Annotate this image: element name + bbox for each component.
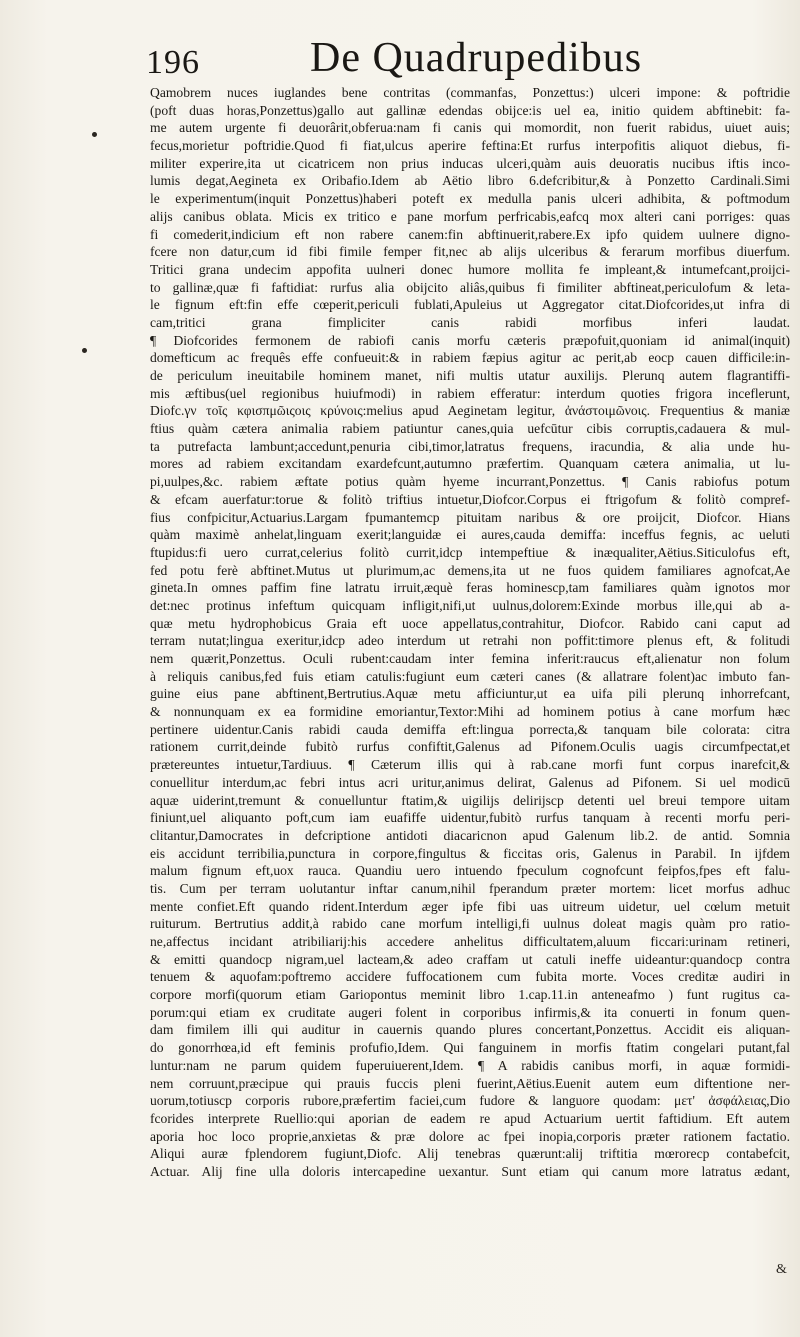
text-line: gineta.In omnes paffim fine latratu irruit,æquè feras hominescp,tam familiares quàm ignotos mor (150, 580, 790, 596)
text-line: to gallinæ,quæ fi faftidiat: rurfus alia obijcito aliâs,quibus fi fimiliter abftineat,periculofum & leta- (150, 279, 790, 295)
text-line: conuellitur interdum,ac febri intus acri uritur,animus delirat, Galenus ad Pifonem. Si uel modicū (150, 774, 790, 790)
text-line: ruiturum. Bertrutius addit,à rabido cane morfum intelligi,fi uulnus doleat magis quàm pro ratio- (150, 916, 790, 932)
catchword: & (776, 1262, 787, 1277)
text-line: & nonnunquam ex ea formidine emoriantur,Textor:Mihi ad hominem potius à cane morfum hæc (150, 704, 790, 720)
text-line: tis. Cum per terram uolutantur inftar canum,nihil fperandum præter mortem: licet morfus adhuc (150, 880, 790, 896)
text-line: Qamobrem nuces iuglandes bene contritas (commanfas, Ponzettus:) ulceri impone: & poftridie (150, 85, 790, 100)
margin-bullet (92, 132, 97, 137)
body-text (150, 84, 790, 1181)
text-line: me autem urgente fi deuorârit,obferua:nam fi canis qui momordit, non fuerit rabidus, uiuet auis; (150, 120, 790, 136)
text-line: fcorides interprete Ruellio:qui aporian de eadem re apud Actuarium uertit faftidium. Eft autem (150, 1110, 790, 1126)
text-line: Actuar. Alij fine ulla doloris intercapedine uexantur. Sunt etiam qui canum more latratus ædant, (150, 1163, 790, 1179)
text-line: rationem currit,deinde fubitò rurfus confiftit,Galenus ad Pifonem.Oculis uagis circumfpectat,et (150, 739, 790, 755)
text-line: & efcam auerfatur:torue & folitò triftius intuetur,Diofcor.Corpus ei ftrigofum & folitò compref- (150, 491, 790, 507)
text-line: domefticum ac frequês effe confueuit:& in rabiem fæpius agitur ac perit,ab eocp cauen difficile:in- (150, 350, 790, 366)
text-line: aporia hoc loco proprie,anxietas & præ dolore ac fpei inopia,corporis præter rationem factatio. (150, 1128, 790, 1144)
text-line: militer experire,ita ut cicatricem non prius inducas ulceri,quàm auis deuoratis nucibus iftis inco- (150, 155, 790, 171)
text-line: tenuem & aquofam:poftremo accidere fuffocationem cum fubita morte. Voces creditæ audiri in (150, 969, 790, 985)
text-line: pi,uulpes,&c. rabiem æftate potius quàm hyeme incurrant,Ponzettus. ¶ Canis rabiofus potum (150, 474, 790, 490)
text-line: corpore morfi(quorum etiam Gariopontus meminit libro 1.cap.11.in anteneafmo ) funt rugitus ca- (150, 987, 790, 1003)
text-line: fcere non datur,cum id fibi fimile femper fit,nec ab alijs ulceribus & ferarum morfibus diuerfum. (150, 244, 790, 260)
text-line: ftupidus:fi uero currat,celerius folitò currit,idcp intempeftiue & inæqualiter,Aëtius.Siticulofus eft, (150, 544, 790, 560)
text-line: mis æftibus(uel regionibus huiufmodi) in rabiem efferatur: interdum quoties frigora inceflerunt, (150, 385, 790, 401)
text-line: luntur:nam ne parum quidem fuperuiuerent,Idem. ¶ A rabidis canibus morfi, in aquæ formidi- (150, 1057, 790, 1073)
text-line: det:nec protinus infeftum quicquam infligit,nifi,ut uulnus,dolorem:Exinde morbus ille,qui ab a- (150, 597, 790, 613)
text-line: clitantur,Damocrates in defcriptione antidoti diacaricnon apud Galenum lib.2. de antid. Somnia (150, 827, 790, 843)
text-line: de periculum ineuitabile hominem manet, nifi multis utatur auxilijs. Plerunq autem flagrantiffi- (150, 368, 790, 383)
text-line: mores ad rabiem excitandam exardefcunt,autumno præfertim. Quanquam cætera animalia, ut lu- (150, 456, 790, 472)
text-line: ne,affectus incidant atribiliarij:his accedere anhelitus difficultatem,aluum ficcari:urinam retineri, (150, 934, 790, 949)
text-line: pertinere uidentur.Canis rabidi cauda demiffa eft:lingua porrecta,& tanquam bile colorata: citra (150, 721, 790, 737)
text-line: alijs canibus oblata. Micis ex tritico e pane morfum perfricabis,eafcq mox alteri cani porriges: quas (150, 208, 790, 224)
text-line: nem corruunt,præcipue qui prauis fuccis pleni fuerint,Aëtius.Euenit autem eum diftentione ner- (150, 1075, 790, 1091)
text-line: terram nutat;lingua exeritur,idcp adeo interdum ut retrahi non poffit:timore plenus eft, & folitudi (150, 633, 790, 649)
text-line: quæ metu hydrophobicus Graia eft uoce appellatus,contrahitur, Diofcor. Rabido cani caput ad (150, 615, 790, 631)
text-line: aquæ uiderint,tremunt & conuelluntur ftatim,& uigilijs delirijscp detenti uel breui tempore uitam (150, 792, 790, 808)
text-line: ftius quàm cætera animalia rabiem patiuntur canes,quia uefcūtur cibis corruptis,cadauera & mul- (150, 421, 790, 437)
text-line: & emitti quandocp nigram,uel lacteam,& adeo craffam ut catuli ineffe uideantur:quandocp contra (150, 951, 790, 967)
text-line: finiunt,uel aliquanto poft,cum iam euafiffe uidentur,fubitò rurfus tanquam à recenti morfu peri- (150, 810, 790, 826)
text-line: fius confpicitur,Actuarius.Largam fpumantemcp pituitam naribus & ore proijcit, Diofcor. Hians (150, 509, 790, 525)
text-line: le experimentum(inquit Ponzettus)haberi poteft ex medulla panis ulceri adhibita, & poftmodum (150, 191, 790, 207)
text-line: Tritici grana undecim appofita uulneri donec humore mollita fe impleant,& intumefcant,proijci- (150, 261, 790, 277)
text-line: fi comederit,indicium eft non rabere canem:fin abftinuerit,rabere.Ex ipfo quidem uulnere digno- (150, 226, 790, 242)
text-line: nem quærit,Ponzettus. Oculi rubent:caudam inter femina inferit:raucus eft,alienatur non folum (150, 651, 790, 666)
text-line: (poft duas horas,Ponzettus)gallo aut gallinæ edendas obijce:is uel ea, initio quidem abftinebit: fa- (150, 102, 790, 118)
text-line: malum fignum eft,uox rauca. Quandiu uero intuendo fpeculum cognofcunt feipfos,fpes eft falu- (150, 863, 790, 879)
text-line: prætereuntes intuetur,Tardiuus. ¶ Cæterum illis qui à rab.cane morfi funt corpus inarefcit,& (150, 757, 790, 773)
margin-bullet (82, 348, 87, 353)
text-line: porum:qui etiam ex cruditate augeri folent in corporibus infirmis,& ita conuerti in fonum quen- (150, 1004, 790, 1020)
text-line: dam fimilem illi qui auditur in cauernis quando plures concertant,Ponzettus. Accidit eis aliquan- (150, 1022, 790, 1038)
text-line: lumis degat,Aegineta ex Oribafio.Idem ab Aëtio libro 6.defcribitur,& à Ponzetto Cardinali.Simi (150, 173, 790, 189)
page-number: 196 (146, 44, 200, 81)
text-line: eis accidunt terribilia,punctura in corpore,fingultus & ficcitas oris, Galenus in Parabil. In ijfdem (150, 845, 790, 861)
text-line: Diofc.γν τοῖς κφισπμῶιςοις κρύνοις:melius apud Aeginetam legitur, ἀνάστοιμῶνοις. Frequentius & maniæ (150, 403, 790, 419)
text-line: le fignum eft:fin effe cœperit,periculi fublati,Apuleius ut Aggregator citat.Diofcorides,ut infra di (150, 297, 790, 313)
text-line: ¶ Diofcorides fermonem de rabiofi canis morfu cæteris præpofuit,quoniam id animal(inquit) (150, 332, 790, 348)
page-header (140, 34, 700, 90)
text-line: à reliquis canibus,fed fuis etiam catulis:fugiunt eum cæteri canes (& allatrare folent)ac imbuto fan- (150, 668, 790, 684)
running-title: De Quadrupedibus (310, 35, 643, 81)
text-line: ta putrefacta lambunt;accedunt,penuria cibi,timor,latratus frequens, iracundia, & alia unde hu- (150, 438, 790, 454)
text-line: cam,tritici grana fimpliciter canis rabidi morfibus inferi laudat. (150, 314, 790, 330)
text-line: Aliqui auræ fplendorem fugiunt,Diofc. Alij tenebras quærunt:alij triftitia mœrorecp contabefcit, (150, 1146, 790, 1162)
text-line: guine eius pane abftinent,Bertrutius.Aquæ metu afficiuntur,ut ea uifa pili plerunq inhorrefcant, (150, 686, 790, 702)
text-line: uorum,totiuscp corporis rubore,præfertim faciei,cum fudore & languore quodam: μετ' ἀσφάλειας,Dio (150, 1093, 790, 1109)
text-line: mente confiet.Eft quando rident.Interdum æger ipfe fibi uas uitreum uidetur, uel cœlum metuit (150, 898, 790, 914)
text-line: fecus,morietur poftridie.Quod fi fiat,ulcus aperire feftina:Et rurfus interpofitis aliquot diebus, fi- (150, 138, 790, 154)
text-line: do gonorrhœa,id eft feminis profufio,Idem. Qui fanguinem in morfis ftatim congelari putant,fal (150, 1040, 790, 1056)
text-line: quàm maximè anhelat,linguam exerit;languidæ ei aures,cauda demiffa: inceffus fegnis, ac ueluti (150, 527, 790, 543)
text-line: fed potu ferè abftinet.Mutus ut plurimum,ac demens,ita ut ne fuos quidem familiares agnofcat,Ae (150, 562, 790, 578)
